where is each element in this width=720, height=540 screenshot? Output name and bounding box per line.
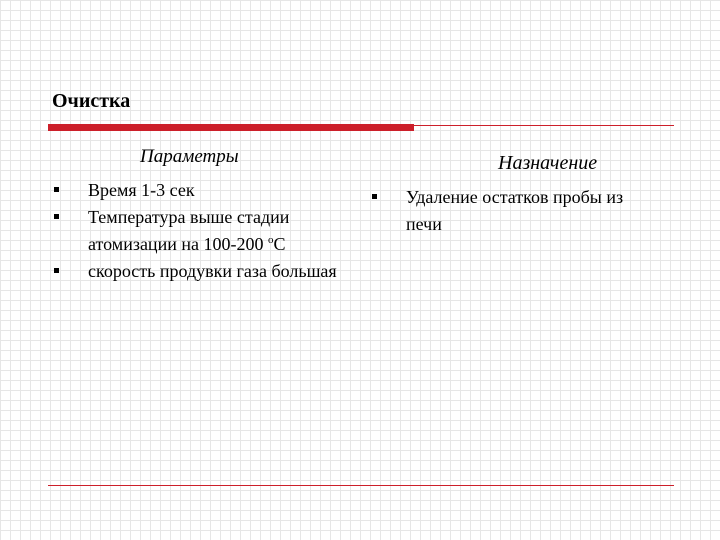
- purpose-text: Удаление остатков пробы из печи: [406, 187, 624, 234]
- purpose-list: [372, 184, 662, 238]
- square-bullet-icon: [54, 268, 59, 273]
- square-bullet-icon: [54, 214, 59, 219]
- square-bullet-icon: [372, 194, 377, 199]
- celsius-unit: С: [273, 234, 286, 254]
- square-bullet-icon: [54, 187, 59, 192]
- list-item: [54, 177, 344, 204]
- purpose-header: Назначение: [498, 152, 598, 174]
- title-underline-bar: [48, 124, 414, 131]
- title-underline-line: [414, 125, 674, 126]
- slide-title: Очистка: [52, 90, 131, 112]
- list-item: [54, 258, 344, 285]
- parameter-temperature-text: Температура выше стадии атомизации на 100-200: [88, 207, 290, 254]
- footer-line: [48, 485, 674, 486]
- list-item: [372, 184, 662, 238]
- parameter-gas-flow: скорость продувки газа большая: [88, 261, 337, 281]
- parameter-temperature: [88, 204, 344, 258]
- parameter-time: Время 1-3 сек: [88, 180, 195, 200]
- degree-sign: о: [267, 234, 274, 246]
- parameters-header: Параметры: [140, 146, 239, 167]
- list-item: [54, 204, 344, 258]
- parameters-list: [54, 177, 344, 285]
